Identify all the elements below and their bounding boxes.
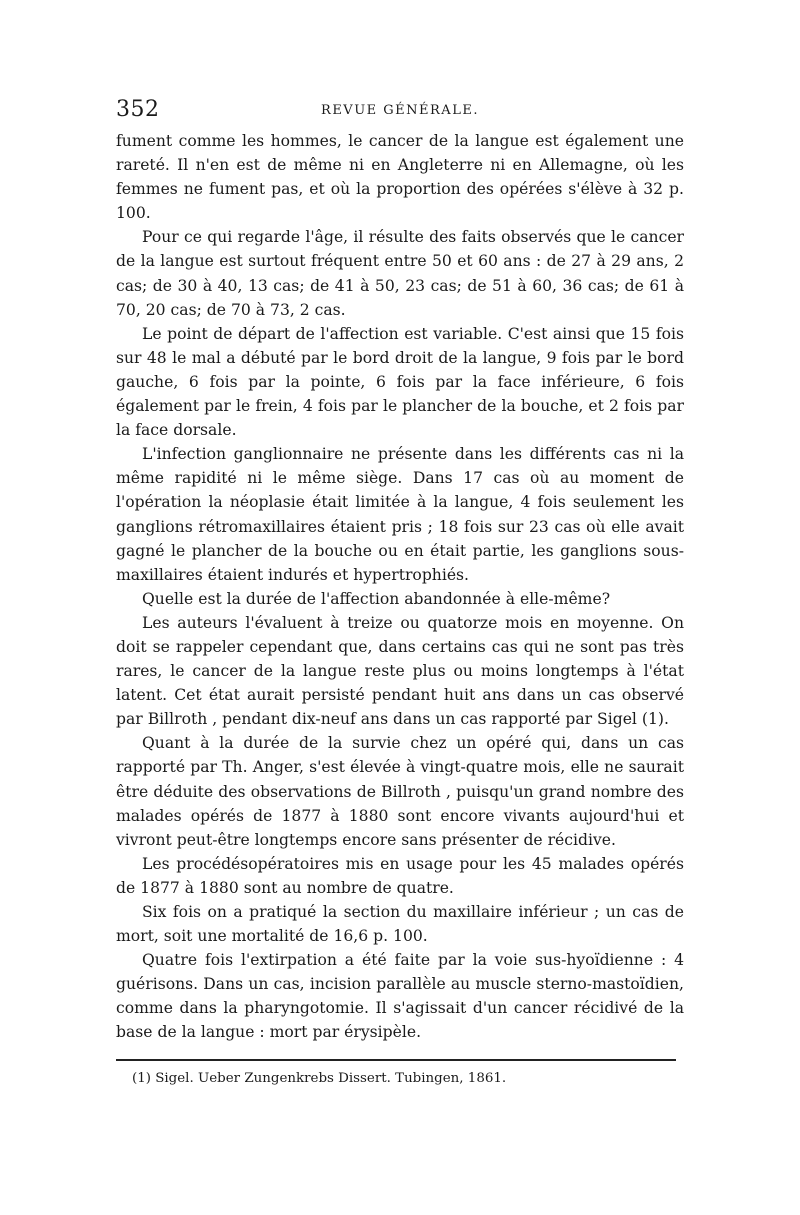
page-number: 352 <box>116 97 160 122</box>
body-text <box>116 129 684 1045</box>
paragraph: Quelle est la durée de l'affection abandonnée à elle-même? <box>142 589 611 608</box>
paragraph: Pour ce qui regarde l'âge, il résulte des faits observés que le cancer de la langue est surtout fréquent entre 50 et 60 ans : de 27 à 29 ans, 2 cas; de 30 à 40, 13 cas; de 41 à 50, 23 cas; de 51 à 60, 36 cas; de 61 à 70, 20 cas; de 70 à 73, 2 cas. <box>116 228 684 319</box>
paragraph: Le point de départ de l'affection est variable. C'est ainsi que 15 fois sur 48 le mal a débuté par le bord droit de la langue, 9 fois par le bord gauche, 6 fois par la pointe, 6 fois par la face inférieure, 6 fois également par le frein, 4 fois par le plancher de la bouche, et 2 fois par la face dorsale. <box>116 324 684 440</box>
footnote: (1) Sigel. Ueber Zungenkrebs Dissert. Tubingen, 1861. <box>132 1070 507 1086</box>
paragraph: fument comme les hommes, le cancer de la langue est également une rareté. Il n'en est de même ni en Angleterre ni en Allemagne, où les femmes ne fument pas, et où la proportion des opérées s'élève à 32 p. 100. <box>116 132 684 223</box>
paragraph: Quant à la durée de la survie chez un opéré qui, dans un cas rapporté par Th. Anger, s'est élevée à vingt-quatre mois, elle ne saurait être déduite des observations de Billroth , puisqu'un grand nombre des malades opérés de 1877 à 1880 sont encore vivants aujourd'hui et vivront peut-être longtemps encore sans présenter de récidive. <box>116 734 684 849</box>
page <box>116 95 684 1089</box>
page-header <box>116 95 684 129</box>
paragraph: Six fois on a pratiqué la section du maxillaire inférieur ; un cas de mort, soit une mortalité de 16,6 p. 100. <box>116 903 684 946</box>
paragraph: Quatre fois l'extirpation a été faite par la voie sus-hyoïdienne : 4 guérisons. Dans un cas, incision parallèle au muscle sterno-mastoïdien, comme dans la pharyngotomie. Il s'agissait d'un cancer récidivé de la base de la langue : mort par érysipèle. <box>116 951 684 1042</box>
paragraph: Les auteurs l'évaluent à treize ou quatorze mois en moyenne. On doit se rappeler cependant que, dans certains cas qui ne sont pas très rares, le cancer de la langue reste plus ou moins longtemps à l'état latent. Cet état aurait persisté pendant huit ans dans un cas observé par Billroth , pendant dix-neuf ans dans un cas rapporté par Sigel (1). <box>116 613 684 729</box>
paragraph: L'infection ganglionnaire ne présente dans les différents cas ni la même rapidité ni le même siège. Dans 17 cas où au moment de l'opération la néoplasie était limitée à la langue, 4 fois seulement les ganglions rétromaxillaires étaient pris ; 18 fois sur 23 cas où elle avait gagné le plancher de la bouche ou en était partie, les ganglions sous-maxillaires étaient indurés et hypertrophiés. <box>116 445 684 584</box>
paragraph: Les procédésopératoires mis en usage pour les 45 malades opérés de 1877 à 1880 sont au nombre de quatre. <box>116 854 684 897</box>
running-head: REVUE GÉNÉRALE. <box>321 103 479 118</box>
footnote-rule <box>116 1059 676 1061</box>
